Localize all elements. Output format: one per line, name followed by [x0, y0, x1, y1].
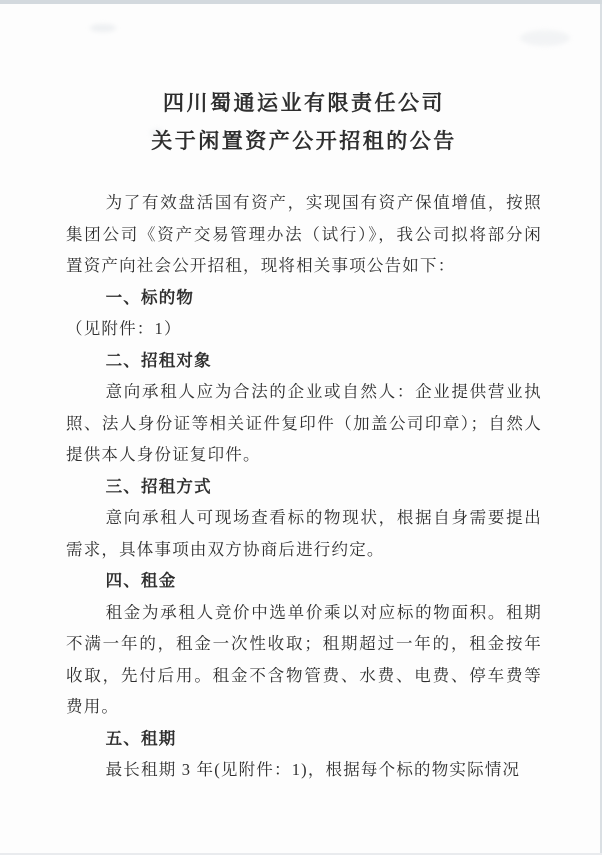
document-title	[66, 84, 542, 160]
scan-edge-top	[0, 0, 602, 4]
scan-smudge	[90, 24, 116, 32]
document-title-line1: 四川蜀通运业有限责任公司	[163, 91, 445, 115]
section-heading-tenants: 二、招租对象	[105, 350, 212, 370]
section-heading-rent: 四、租金	[105, 571, 177, 590]
method-paragraph: 意向承租人可现场查看标的物现状，根据自身需要提出需求，具体事项由双方协商后进行约定。	[66, 508, 542, 559]
attachment-reference: （见附件：1）	[66, 319, 182, 338]
document-title-line2: 关于闲置资产公开招租的公告	[151, 129, 457, 153]
document-body	[66, 187, 542, 786]
section-heading-subject: 一、标的物	[105, 287, 195, 307]
lease-term-paragraph: 最长租期 3 年(见附件：1)，根据每个标的物实际情况	[105, 760, 521, 779]
section-heading-lease-term: 五、租期	[105, 728, 177, 748]
document-content	[66, 84, 542, 786]
rent-paragraph: 租金为承租人竞价中选单价乘以对应标的物面积。租期不满一年的，租金一次性收取；租期超过一年的，租金按年收取，先付后用。租金不含物管费、水费、电费、停车费等费用。	[66, 602, 542, 716]
section-heading-method: 三、招租方式	[105, 476, 212, 496]
intro-paragraph: 为了有效盘活国有资产，实现国有资产保值增值，按照集团公司《资产交易管理办法（试行）》，我公司拟将部分闲置资产向社会公开招租，现将相关事项公告如下：	[66, 193, 542, 275]
tenants-paragraph: 意向承租人应为合法的企业或自然人：企业提供营业执照、法人身份证等相关证件复印件（加盖公司印章）；自然人提供本人身份证复印件。	[66, 382, 542, 464]
scan-smudge	[520, 30, 570, 46]
